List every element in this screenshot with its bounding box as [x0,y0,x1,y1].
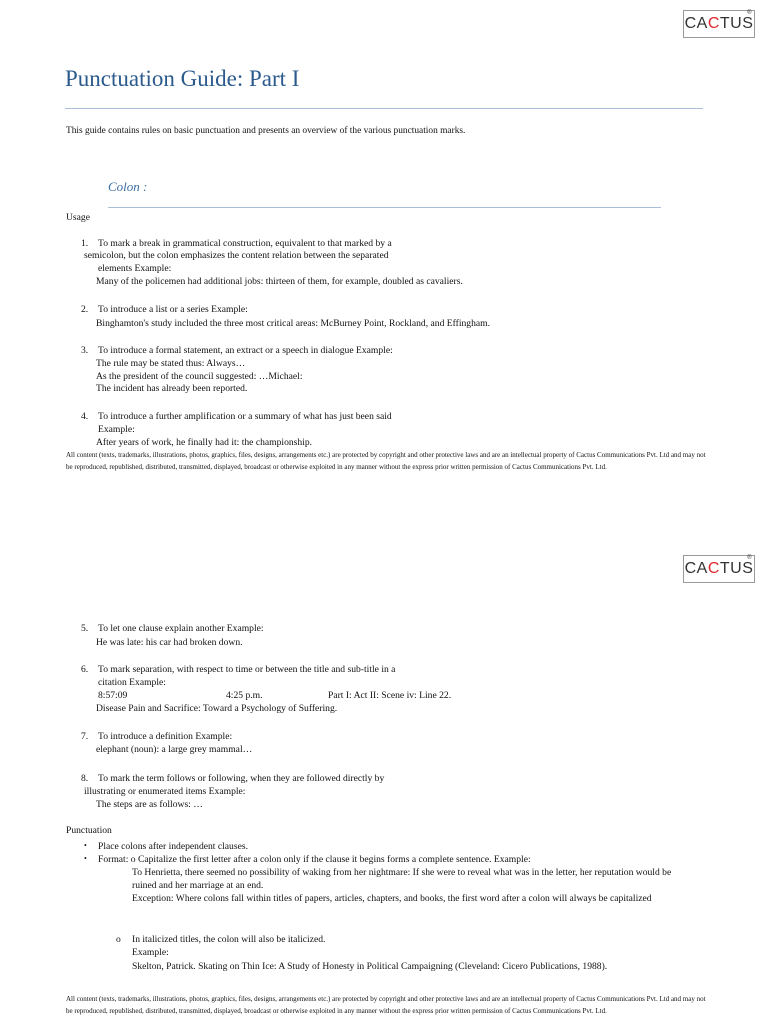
item-line: To introduce a definition Example: [98,731,233,742]
italic-rule: In italicized titles, the colon will also be italicized. [132,934,326,945]
item-example: elephant (noun): a large grey mammal… [96,744,253,755]
cactus-logo [683,10,755,38]
logo-text-c: C [707,15,720,32]
italic-example: Skelton, Patrick. Skating on Thin Ice: A Study of Honesty in Political Campaigning (Cleveland: Cicero Publications, 1988). [132,961,608,972]
item-example: After years of work, he finally had it: the championship. [96,437,313,448]
logo-text-a: CA [684,560,708,577]
bullet-dot: • [84,854,87,863]
item-number: 2. [81,304,89,315]
item-number: 6. [81,664,89,675]
item-number: 8. [81,773,89,784]
item-line: To introduce a further amplification or a summary of what has just been said [98,411,392,422]
item-number: 5. [81,623,89,634]
item-number: 3. [81,345,89,356]
citation-example: Part I: Act II: Scene iv: Line 22. [328,690,452,701]
item-line: citation Example: [98,677,166,688]
logo-reg: ® [747,555,752,561]
italic-example-label: Example: [132,947,169,958]
logo-text-b: TUS [719,15,754,32]
colon-heading: Colon : [108,179,148,194]
item-line: To mark the term follows or following, when they are followed directly by [98,773,385,784]
item-line: To introduce a list or a series Example: [98,304,248,315]
time-example: 4:25 p.m. [226,690,263,701]
item-example: The incident has already been reported. [96,383,248,394]
cactus-logo [683,555,755,583]
item-line: illustrating or enumerated items Example: [84,786,246,797]
item-number: 1. [81,238,89,249]
item-line: elements Example: [98,263,172,274]
logo-text-a: CA [684,15,708,32]
exception-note: Exception: Where colons fall within titles of papers, articles, chapters, and books, the first word after a colon will always be capitalized [132,893,652,904]
sub-bullet: o [116,934,121,945]
item-line: semicolon, but the colon emphasizes the content relation between the separated [84,250,389,261]
item-example: The rule may be stated thus: Always… [96,358,246,369]
item-example: Binghamton's study included the three most critical areas: McBurney Point, Rockland, and Effingham. [96,318,491,329]
item-line: Example: [98,424,135,435]
logo-text-b: TUS [719,560,754,577]
colon-rule [108,207,661,208]
logo-reg: ® [747,10,752,16]
item-example: He was late: his car had broken down. [96,637,243,648]
legal-notice: All content (texts, trademarks, illustrations, photos, graphics, files, designs, arrangements etc.) are protected by copyright and other protective laws and are an intellectual property of Cactus Communications Pvt. Ltd and may not be reproduced, republished, distributed, transmitted, displayed, broadcast or otherwise exploited in any manner without the express prior written permission of Cactus Communications Pvt. Ltd. [66,451,706,471]
henrietta-example: To Henrietta, there seemed no possibility of waking from her nightmare: If she were to reveal what was in the letter, her reputation would be ruined and her marriage at an end. [132,867,672,891]
page-title: Punctuation Guide: Part I [65,66,300,91]
item-example: Many of the policemen had additional jobs: thirteen of them, for example, doubled as cavaliers. [96,276,463,287]
item-example: Disease Pain and Sacrifice: Toward a Psychology of Suffering. [96,703,338,714]
bullet-text: Place colons after independent clauses. [98,841,248,852]
logo-text-c: C [707,560,720,577]
punctuation-label: Punctuation [66,825,112,836]
intro-text: This guide contains rules on basic punctuation and presents an overview of the various punctuation marks. [66,126,466,136]
item-example: The steps are as follows: … [96,799,203,810]
item-number: 4. [81,411,89,422]
item-number: 7. [81,731,89,742]
title-rule [65,108,703,109]
legal-notice: All content (texts, trademarks, illustrations, photos, graphics, files, designs, arrangements etc.) are protected by copyright and other protective laws and are an intellectual property of Cactus Communications Pvt. Ltd and may not be reproduced, republished, distributed, transmitted, displayed, broadcast or otherwise exploited in any manner without the express prior written permission of Cactus Communications Pvt. Ltd. [66,995,706,1015]
item-example: As the president of the council suggested: …Michael: [96,371,303,382]
time-example: 8:57:09 [98,690,128,701]
usage-label: Usage [66,212,90,223]
item-line: To let one clause explain another Example: [98,623,264,634]
bullet-dot: • [84,841,87,850]
item-line: To introduce a formal statement, an extract or a speech in dialogue Example: [98,345,393,356]
bullet-text: Format: o Capitalize the first letter after a colon only if the clause it begins forms a complete sentence. Example: [98,854,531,865]
item-line: To mark a break in grammatical construction, equivalent to that marked by a [98,238,392,249]
item-line: To mark separation, with respect to time or between the title and sub-title in a [98,664,396,675]
